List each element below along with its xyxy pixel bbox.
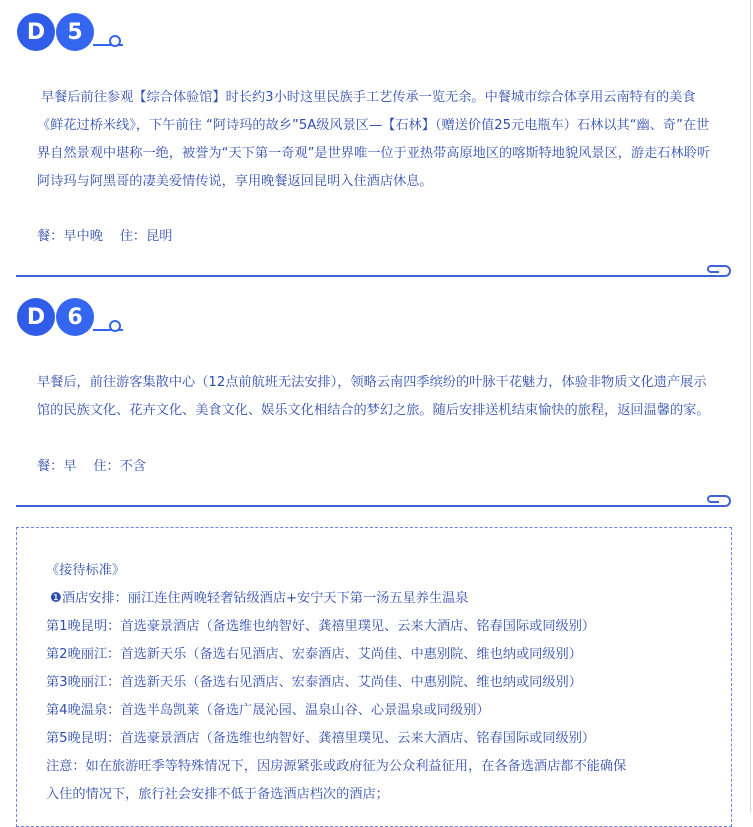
- standards-title: 《接待标准》: [46, 563, 126, 578]
- page-edge-rule: [750, 0, 751, 812]
- night-3: 第3晚丽江：首选新天乐（备选右见酒店、宏泰酒店、艾尚佳、中惠别院、维也纳或同级别）: [46, 675, 582, 690]
- day5-description: 早餐后前往参观【综合体验馆】时长约3小时这里民族手工艺传承一览无余。中餐城市综合体享用云南特有的美食《鲜花过桥米线》，下午前往 “阿诗玛的故乡”5A级风景区—【石林】（赠送价值25元电瓶车）石林以其“幽、奇”在世界自然景观中堪称一绝，被誉为“天下第一奇观”是世界唯一位于亚热带高原地区的喀斯特地貌风景区，游走石林聆听阿诗玛与阿黑哥的凄美爱情传说，享用晚餐返回昆明入住酒店休息。: [37, 90, 711, 189]
- night-2: 第2晚丽江：首选新天乐（备选右见酒店、宏泰酒店、艾尚佳、中惠别院、维也纳或同级别）: [46, 647, 582, 662]
- badge-dot: [109, 35, 121, 47]
- day-letter: D: [17, 298, 55, 336]
- day5-stay: 住：昆明: [119, 229, 173, 244]
- scroll-curl-icon: [705, 492, 733, 510]
- day6-meals: 餐：早: [37, 459, 77, 474]
- section-divider: [16, 505, 716, 507]
- hotel-arrangement-heading: ❶酒店安排：丽江连住两晚轻奢钻级酒店+安宁天下第一汤五星养生温泉: [50, 591, 469, 606]
- day6-meals-stay: [37, 453, 146, 481]
- day5-meals: 餐：早中晚: [37, 229, 103, 244]
- scroll-curl-icon: [705, 262, 733, 280]
- night-1: 第1晚昆明：首选豪景酒店（备选维也纳智好、龚禧里璞见、云来大酒店、铭春国际或同级别）: [46, 619, 596, 634]
- day5-meals-stay: [37, 223, 172, 251]
- day-number: 6: [56, 298, 94, 336]
- night-4: 第4晚温泉：首选半岛凯莱（备选广晟沁园、温泉山谷、心景温泉或同级别）: [46, 703, 490, 718]
- badge-dot: [109, 320, 121, 332]
- day-letter: D: [17, 13, 55, 51]
- note-line-1: 注意：如在旅游旺季等特殊情况下，因房源紧张或政府征为公众利益征用，在各备选酒店都不能确保: [46, 759, 627, 774]
- note-line-2: 入住的情况下，旅行社会安排不低于备选酒店档次的酒店；: [46, 787, 389, 802]
- night-5: 第5晚昆明：首选豪景酒店（备选维也纳智好、龚禧里璞见、云来大酒店、铭春国际或同级别）: [46, 731, 596, 746]
- day6-stay: 住：不含: [93, 459, 147, 474]
- day-badge-d5: [17, 13, 127, 53]
- day-badge-d6: [17, 298, 127, 338]
- section-divider: [16, 275, 716, 277]
- day6-description: 早餐后，前往游客集散中心（12点前航班无法安排），领略云南四季缤纷的叶脉干花魅力，体验非物质文化遗产展示馆的民族文化、花卉文化、美食文化、娱乐文化相结合的梦幻之旅。随后安排送机结束愉快的旅程，返回温馨的家。: [37, 375, 710, 418]
- day-number: 5: [56, 13, 94, 51]
